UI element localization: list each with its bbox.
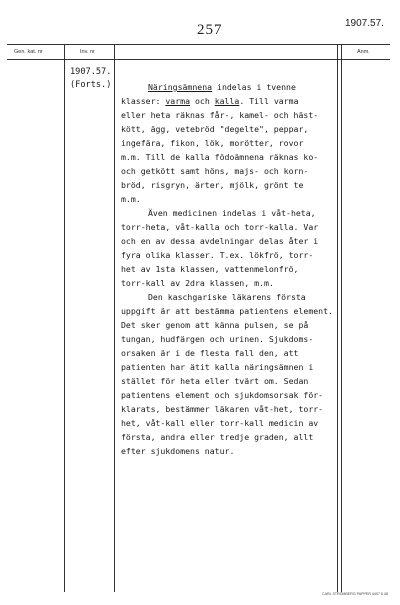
text-line: patienten har ätit kalla näringsämnen i bbox=[121, 362, 314, 372]
entry-number bbox=[70, 66, 111, 91]
text-line: orsaken är i de flesta fall den, att bbox=[121, 348, 299, 358]
text-line: efter sjukdomens natur. bbox=[121, 446, 235, 456]
entry-continued: (Forts.) bbox=[70, 79, 112, 90]
entry-date: 1907.57. bbox=[70, 67, 112, 77]
text-line: klarats, bestämmer läkaren våt-het, torr- bbox=[121, 404, 324, 414]
text-line: stället för heta eller tvärt om. Sedan bbox=[121, 376, 309, 386]
column-header-gen-kat-nr: Gen. kat. nr bbox=[14, 49, 43, 55]
text-line: tungan, hudfärgen och urinen. Sjukdoms- bbox=[121, 334, 314, 344]
column-divider-2 bbox=[114, 44, 115, 592]
column-header-inv-nr: Inv. nr bbox=[80, 49, 95, 55]
underlined-word: kalla bbox=[214, 96, 240, 106]
text-line: torr-heta, våt-kalla och torr-kalla. Var bbox=[121, 222, 319, 232]
column-divider-3 bbox=[337, 44, 338, 592]
text-line: Det sker genom att känna pulsen, se på bbox=[121, 320, 309, 330]
text-line: patientens element och sjukdomsorsak för- bbox=[121, 390, 324, 400]
text-line: het, våt-kall eller torr-kall medicin av bbox=[121, 418, 319, 428]
printer-imprint: CARL STRÖMBERG PAPPER 4407 8 48 bbox=[322, 592, 388, 596]
text-line: torr-kall av 2dra klassen, m.m. bbox=[121, 278, 274, 288]
text-line: eller heta räknas får-, kamel- och häst- bbox=[121, 110, 319, 120]
text-line: Den kaschgariske läkarens första bbox=[148, 292, 306, 302]
text-line: uppgift är att bestämma patientens element. bbox=[121, 306, 333, 316]
text-line: fyra olika klasser. T.ex. lökfrö, torr- bbox=[121, 250, 314, 260]
header-date: 1907.57. bbox=[345, 18, 384, 29]
text-line: bröd, risgryn, ärter, mjölk, grönt te bbox=[121, 180, 304, 190]
text-line: het av 1sta klassen, vattenmelonfrö, bbox=[121, 264, 299, 274]
text-line: m.m. Till de kalla födoämnena räknas ko- bbox=[121, 152, 319, 162]
page-number: 257 bbox=[197, 22, 223, 38]
text-line: m.m. bbox=[121, 194, 141, 204]
column-divider-4 bbox=[341, 44, 342, 592]
text-line: första, andra eller tredje graden, allt bbox=[121, 432, 314, 442]
column-header-anm: Anm. bbox=[357, 49, 370, 55]
text-line: och getkött samt höns, majs- och korn- bbox=[121, 166, 309, 176]
text-line: Även medicinen indelas i våt-heta, bbox=[148, 208, 316, 218]
text-line: och en av dessa avdelningar delas åter i bbox=[121, 236, 319, 246]
column-divider-1 bbox=[64, 44, 65, 592]
text-line: ingefära, fikon, lök, morötter, rovor bbox=[121, 138, 304, 148]
text-line: Näringsämnena indelas i tvenne bbox=[148, 82, 296, 92]
typed-text bbox=[121, 80, 336, 458]
underlined-word: Näringsämnena bbox=[148, 82, 213, 92]
text-line: kött, ägg, vetebröd "degelte", peppar, bbox=[121, 124, 309, 134]
text-line: klasser: varma och kalla. Till varma bbox=[121, 96, 299, 106]
underlined-word: varma bbox=[165, 96, 191, 106]
